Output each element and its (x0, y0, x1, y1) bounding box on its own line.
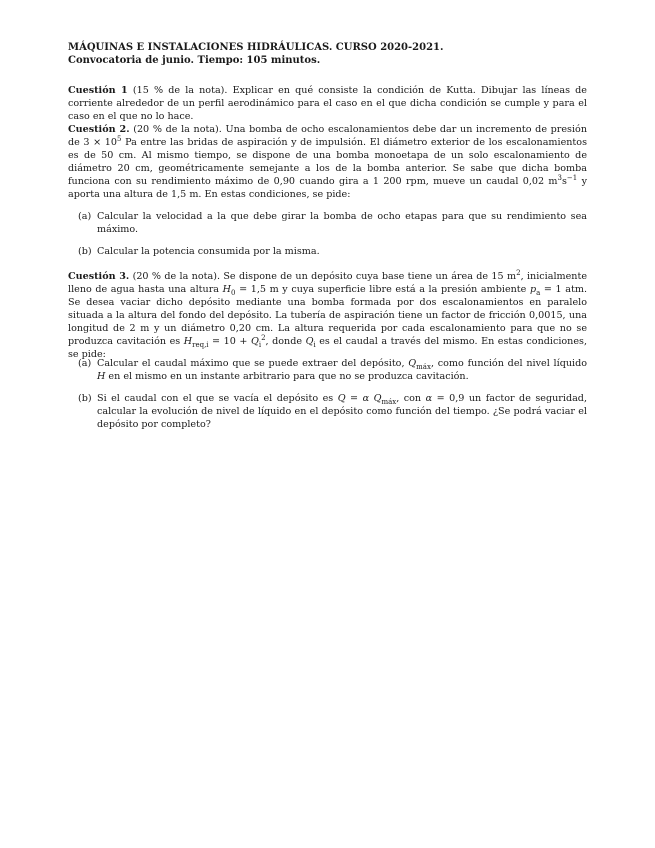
math-symbol: α (362, 393, 370, 404)
item-text: Calcular la velocidad a la que debe girar la bomba de ocho etapas para que su rendimiento sea máximo. (97, 211, 587, 235)
subscript: i (313, 340, 316, 349)
question-2-label: Cuestión 2. (68, 124, 130, 135)
math-symbol: Q (408, 358, 417, 369)
subscript: i (258, 340, 262, 349)
list-item (78, 210, 587, 236)
math-symbol: Q (305, 336, 314, 347)
item-text-part: , con (396, 393, 426, 404)
question-3-text: = 10 + (208, 336, 251, 347)
question-2-text: Pa entre las bridas de aspiración y de impulsión. El diámetro exterior de los escalonamientos es de 50 cm. Al mismo tiempo, se dispone de una bomba monoetapa de un solo escalonamiento de diámetro 20 cm, geométricamente semejante a los de la bomba anterior. Se sabe que dicha bomba funciona con su rendimiento máximo de 0,90 cuando gira a 1 200 rpm, mueve un caudal 0,02 m (68, 137, 587, 187)
question-2-text: s (561, 176, 567, 187)
exponent: 2 (261, 333, 266, 342)
item-text: Calcular la potencia consumida por la misma. (97, 246, 320, 257)
subscript: req,i (192, 340, 209, 349)
math-symbol: p (529, 284, 537, 295)
item-text-part: = (345, 393, 363, 404)
exponent: 3 (557, 173, 562, 182)
question-3-text: (20 % de la nota). Se dispone de un depósito cuya base tiene un área de 15 m (129, 271, 517, 282)
list-item (78, 245, 587, 258)
subscript: máx (416, 362, 431, 371)
item-text-part: Si el caudal con el que se vacía el depósito es (97, 393, 338, 404)
question-2 (68, 123, 587, 201)
item-text-part: , como función del nivel líquido (430, 358, 588, 369)
question-3-text: , donde (265, 336, 306, 347)
math-symbol: α (425, 393, 433, 404)
exponent: 2 (516, 268, 521, 277)
item-text (97, 357, 587, 383)
question-2-text: (20 % de la nota). Una bomba de ocho escalonamientos debe dar un incremento de presión de 3 × 10 (68, 124, 588, 148)
exam-title: MÁQUINAS E INSTALACIONES HIDRÁULICAS. CURSO 2020-2021. (68, 42, 444, 53)
question-1-label: Cuestión 1 (68, 85, 128, 96)
item-text-part: Calcular el caudal máximo que se puede extraer del depósito, (97, 358, 409, 369)
math-symbol: Q (373, 393, 382, 404)
exponent: 5 (117, 134, 122, 143)
math-symbol: Q (250, 336, 259, 347)
question-3-text: , inicialmente lleno de agua hasta una altura (68, 271, 587, 295)
question-3-text: = 1,5 m y cuya superficie libre está a la presión ambiente (235, 284, 530, 295)
question-3-text: es el caudal a través del mismo. En estas condiciones, se pide: (68, 336, 588, 360)
math-symbol: H (183, 336, 193, 347)
item-marker: (a) (78, 211, 92, 222)
item-marker: (b) (78, 246, 92, 257)
question-2-text: y aporta una altura de 1,5 m. En estas condiciones, se pide: (68, 176, 587, 200)
item-marker: (a) (78, 358, 92, 369)
list-item (78, 392, 587, 431)
subscript: 0 (231, 288, 236, 297)
math-symbol: H (222, 284, 231, 295)
question-1-text: (15 % de la nota). Explicar en qué consiste la condición de Kutta. Dibujar las líneas de corriente alrededor de un perfil aerodinámico para el caso en el que dicha condición se cumple y para el caso en el que no lo hace. (68, 85, 587, 122)
question-3-text: = 1 atm. Se desea vaciar dicho depósito mediante una bomba formada por dos escalonamientos en paralelo situada a la altura del fondo del depósito. La tubería de aspiración tiene un factor de fricción 0,0015, una longitud de 2 m y un diámetro 0,20 cm. La altura requerida por cada escalonamiento para que no se produzca cavitación es (68, 284, 587, 347)
question-2-items (78, 210, 587, 267)
item-text (97, 392, 587, 431)
list-item (78, 357, 587, 383)
item-marker: (b) (78, 393, 92, 404)
item-text-part: en el mismo en un instante arbitrario para que no se produzca cavitación. (105, 371, 469, 382)
subscript: máx (381, 397, 397, 406)
question-3-label: Cuestión 3. (68, 271, 130, 282)
exponent: −1 (566, 173, 578, 182)
exam-subtitle: Convocatoria de junio. Tiempo: 105 minutos. (68, 55, 321, 66)
math-symbol: Q (337, 393, 346, 404)
question-3-items (78, 357, 587, 440)
math-symbol: H (97, 371, 106, 382)
item-text-part: = 0,9 un factor de seguridad, calcular la evolución de nivel de líquido en el depósito como función del tiempo. ¿Se podrá vaciar el depósito por completo? (97, 393, 587, 430)
question-1 (68, 84, 587, 123)
exam-header (68, 41, 588, 67)
question-3 (68, 270, 587, 361)
subscript: a (536, 288, 541, 297)
